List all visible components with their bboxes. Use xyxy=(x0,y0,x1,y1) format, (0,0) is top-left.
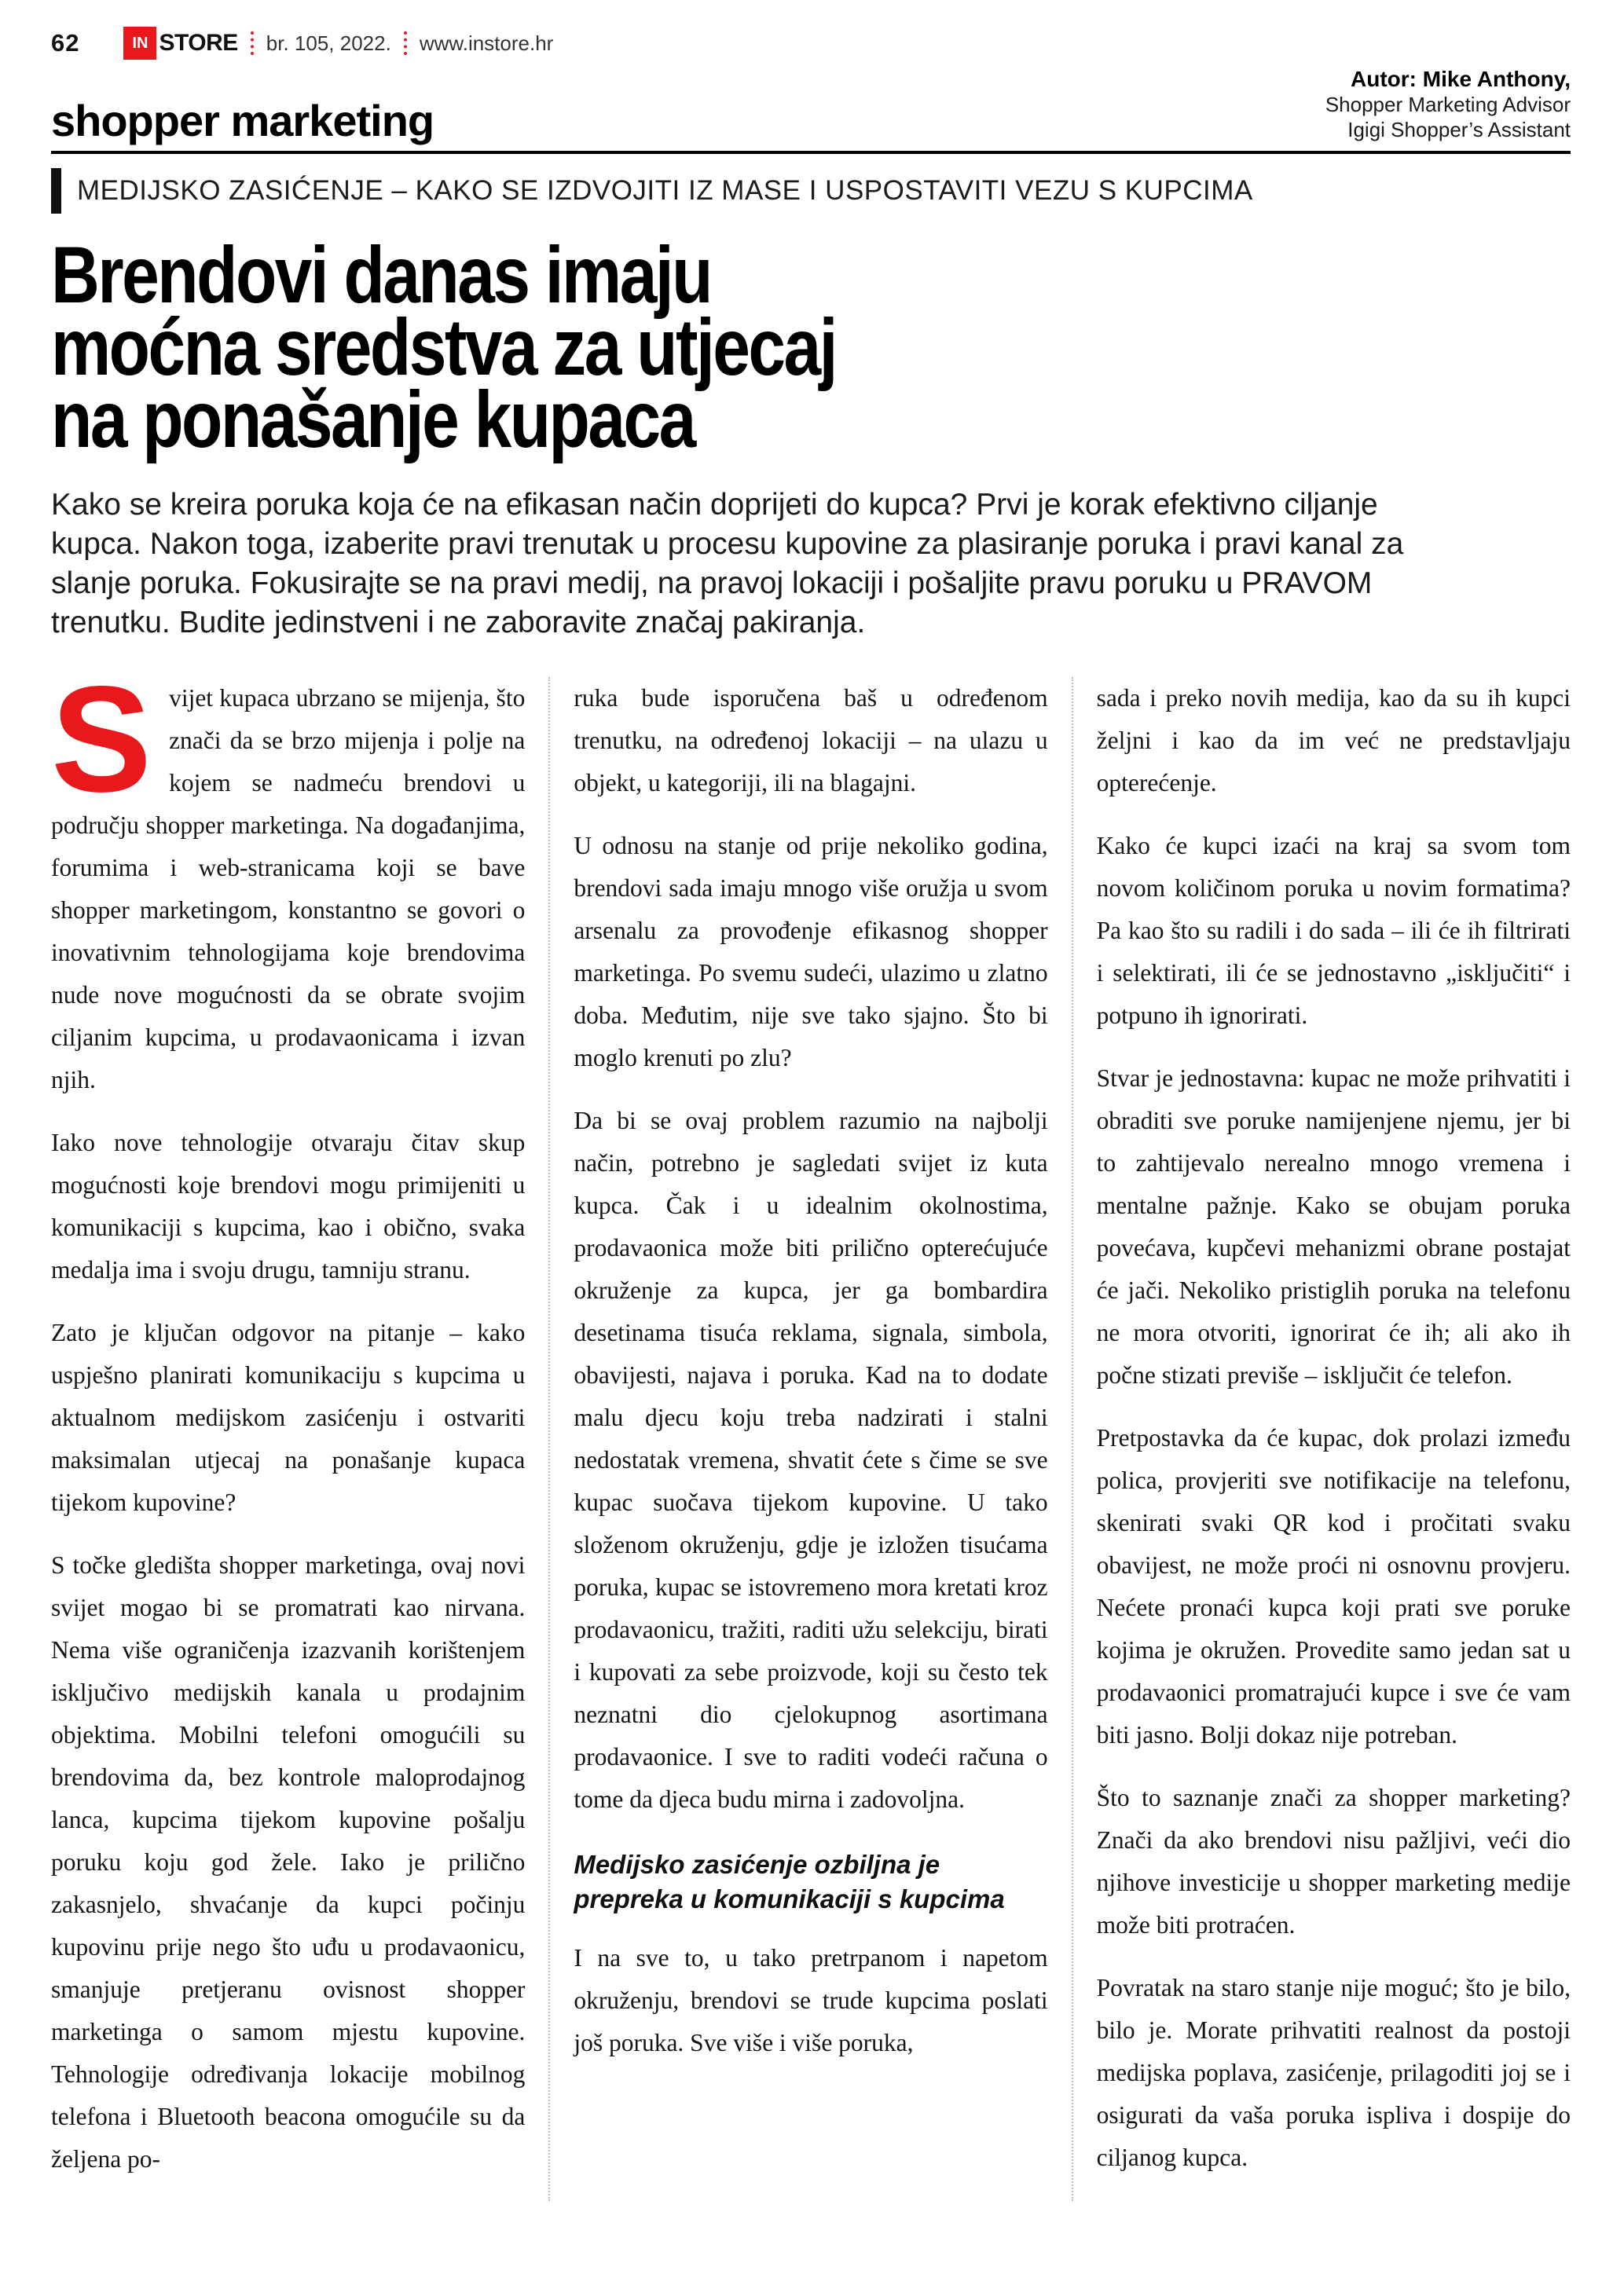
issue-number: br. 105, 2022. xyxy=(266,31,391,55)
author-role-1: Shopper Marketing Advisor xyxy=(1325,93,1571,117)
subheading: Medijsko zasićenje ozbiljna je prepreka u komunikaciji s kupcima xyxy=(574,1849,1005,1913)
kicker-bar xyxy=(51,168,61,214)
body-paragraph: Iako nove tehnologije otvaraju čitav skup mogućnosti koje brendovi mogu primijeniti u komunikaciji s kupcima, kao i obično, svaka medalja ima i svoju drugu, tamniju stranu. xyxy=(51,1128,526,1283)
column-1 xyxy=(51,654,548,2201)
body-paragraph: sada i preko novih medija, kao da su ih kupci željni i kao da im već ne predstavljaju opterećenje. xyxy=(1096,683,1571,796)
body-paragraph: Povratak na staro stanje nije moguć; što je bilo, bilo je. Morate prihvatiti realnost da postoji medijska poplava, zasićenje, prilagoditi joj se i osigurati da vaša poruka ispliva i dospije do ciljanog kupca. xyxy=(1096,1973,1571,2171)
headline-line-2: moćna sredstva za utjecaj xyxy=(51,302,836,392)
instore-logo-mark: IN xyxy=(123,27,156,60)
body-paragraph: Kako će kupci izaći na kraj sa svom tom novom količinom poruka u novim formatima? Pa kao što su radili i do sada – ili će ih filtrirati i selektirati, ili će se jednostavno „isključiti“ i potpuno ih ignorirati. xyxy=(1096,831,1571,1029)
dotted-separator-icon xyxy=(251,31,254,55)
article-columns xyxy=(51,654,1571,2201)
website-url: www.instore.hr xyxy=(419,31,554,55)
author-name: Autor: Mike Anthony, xyxy=(1351,67,1571,91)
body-paragraph: Zato je ključan odgovor na pitanje – kako uspješno planirati komunikaciju s kupcima u aktualnom medijskom zasićenju i ostvariti maksimalan utjecaj na ponašanje kupaca tijekom kupovine? xyxy=(51,1318,526,1516)
page-header xyxy=(51,24,1571,63)
section-title: shopper marketing xyxy=(51,95,434,145)
headline xyxy=(51,229,1328,464)
body-paragraph: ruka bude isporučena baš u određenom trenutku, na određenoj lokaciji – na ulazu u objekt, u kategoriji, ili na blagajni. xyxy=(574,683,1048,796)
headline-line-3: na ponašanje kupaca xyxy=(51,374,695,464)
instore-logo xyxy=(123,27,237,60)
author-role-2: Igigi Shopper’s Assistant xyxy=(1347,117,1571,141)
dropcap: S xyxy=(51,654,152,823)
body-paragraph: Da bi se ovaj problem razumio na najbolji način, potrebno je sagledati svijet iz kuta kupca. Čak i u idealnim okolnostima, prodavaonica može biti prilično opterećujuće okruženje za kupca, jer ga bombardira desetinama tisuća reklama, signala, simbola, obavijesti, najava i poruka. Kad na to dodate malu djecu koju treba nadzirati i stalni nedostatak vremena, shvatit ćete s čime se sve kupac suočava tijekom kupovine. U tako složenom okruženju, gdje je izložen tisućama poruka, kupac se istovremeno mora kretati kroz prodavaonicu, tražiti, raditi užu selekciju, birati i kupovati za sebe proizvode, koji su često tek neznatni dio cjelokupnog asortimana prodavaonice. I sve to raditi vodeći računa o tome da djeca budu mirna i zadovoljna. xyxy=(574,1106,1048,1813)
section-row xyxy=(51,66,1571,154)
paragraph-text: vijet kupaca ubrzano se mijenja, što znači da se brzo mijenja i polje na kojem se nadmeću brendovi u području shopper marketinga. Na događanjima, forumima i web-stranicama koji se bave shopper marketingom, konstantno se govori o inovativnim tehnologijama koje brendovima nude nove mogućnosti da se obrate svojim ciljanim kupcima, u prodavaonicama i izvan njih. xyxy=(51,683,526,1093)
lead-paragraph: Kako se kreira poruka koja će na efikasan način doprijeti do kupca? Prvi je korak efektivno ciljanje kupca. Nakon toga, izaberite pravi trenutak u procesu kupovine za plasiranje poruka i pravi kanal za slanje poruka. Fokusirajte se na pravi medij, na pravoj lokaciji i pošaljite pravu poruku u PRAVOM trenutku. Budite jedinstveni i ne zaboravite značaj pakiranja. xyxy=(51,487,1404,639)
body-paragraph: S točke gledišta shopper marketinga, ovaj novi svijet mogao bi se promatrati kao nirvana. Nema više ograničenja izazvanih korištenjem isključivo medijskih kanala u prodajnim objektima. Mobilni telefoni omogućili su brendovima da, bez kontrole maloprodajnog lanca, kupcima tijekom kupovine pošalju poruku koju god žele. Iako je prilično zakasnjelo, shvaćanje da kupci počinju kupovinu prije nego što uđu u prodavaonicu, smanjuje pretjeranu ovisnost shopper marketinga o samom mjestu kupovine. Tehnologije određivanja lokacije mobilnog telefona i Bluetooth beacona omogućile su da željena po- xyxy=(51,1551,526,2173)
headline-line-1: Brendovi danas imaju xyxy=(51,229,711,320)
instore-logo-text: STORE xyxy=(159,30,238,56)
dotted-separator-icon xyxy=(404,31,407,55)
column-3 xyxy=(1072,677,1571,2201)
body-paragraph: U odnosu na stanje od prije nekoliko godina, brendovi sada imaju mnogo više oružja u svom arsenalu za provođenje efikasnog shopper marketinga. Po svemu sudeći, ulazimo u zlatno doba. Međutim, nije sve tako sjajno. Što bi moglo krenuti po zlu? xyxy=(574,831,1048,1071)
kicker-text: MEDIJSKO ZASIĆENJE – KAKO SE IZDVOJITI IZ MASE I USPOSTAVITI VEZU S KUPCIMA xyxy=(77,174,1253,206)
author-block xyxy=(1325,66,1571,143)
kicker-row xyxy=(51,168,1571,214)
body-paragraph: Stvar je jednostavna: kupac ne može prihvatiti i obraditi sve poruke namijenjene njemu, jer bi to zahtijevalo nerealno mnogo vremena i mentalne pažnje. Kako se obujam poruka povećava, kupčevi mehanizmi obrane postajat će jači. Nekoliko pristiglih poruka na telefonu ne mora otvoriti, ignorirat će ih; ali ako ih počne stizati previše – isključit će telefon. xyxy=(1096,1064,1571,1389)
page-number: 62 xyxy=(51,29,80,57)
column-2 xyxy=(548,677,1071,2201)
body-paragraph xyxy=(51,654,526,1101)
body-paragraph: I na sve to, u tako pretrpanom i napetom okruženju, brendovi se trude kupcima poslati još poruka. Sve više i više poruka, xyxy=(574,1943,1048,2056)
body-paragraph: Pretpostavka da će kupac, dok prolazi između polica, provjeriti sve notifikacije na telefonu, skenirati svaki QR kod i pročitati svaku obavijest, ne može proći ni osnovnu provjeru. Nećete pronaći kupca koji prati sve poruke kojima je okružen. Provedite samo jedan sat u prodavaonici promatrajući kupce i sve će vam biti jasno. Bolji dokaz nije potreban. xyxy=(1096,1423,1571,1749)
body-paragraph: Što to saznanje znači za shopper marketing? Znači da ako brendovi nisu pažljivi, veći dio njihove investicije u shopper marketing medije može biti protraćen. xyxy=(1096,1783,1571,1939)
